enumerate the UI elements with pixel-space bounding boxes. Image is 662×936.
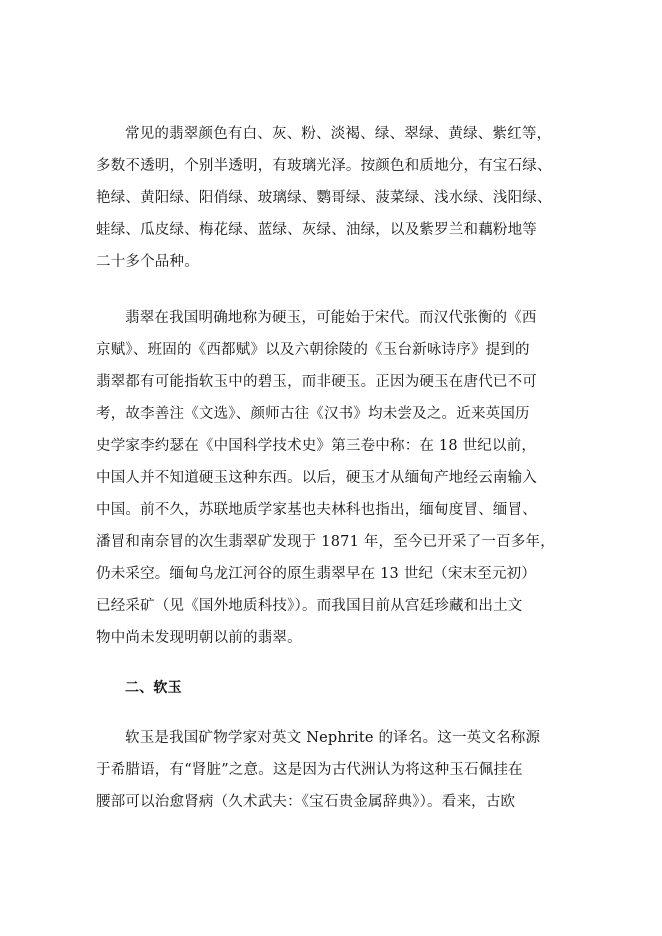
text-line: 多数不透明，个别半透明，有玻璃光泽。按颜色和质地分，有宝石绿、 [96,158,552,174]
document-body [96,118,572,818]
section-heading: 二、软玉 [125,680,182,696]
text-line: 于希腊语，有“肾脏”之意。这是因为古代洲认为将这种玉石佩挂在 [96,762,523,778]
text-line: 史学家李约瑟在《中国科学技术史》第三卷中称：在 18 世纪以前， [96,438,537,454]
text-line: 蛙绿、瓜皮绿、梅花绿、蓝绿、灰绿、油绿，以及紫罗兰和藕粉地等 [96,222,537,238]
text-line: 艳绿、黄阳绿、阳俏绿、玻璃绿、鹦哥绿、菠菜绿、浅水绿、浅阳绿、 [96,190,552,206]
text-line: 翡翠在我国明确地称为硬玉，可能始于宋代。而汉代张衡的《西 [125,310,537,326]
text-line: 物中尚未发现明朝以前的翡翠。 [96,630,302,646]
paragraph-history [96,302,572,654]
text-line: 考，故李善注《文选》、颜师古往《汉书》均未尝及之。近来英国历 [96,406,530,422]
text-line: 常见的翡翠颜色有白、灰、粉、淡褐、绿、翠绿、黄绿、紫红等， [125,126,552,142]
text-line: 京赋》、班固的《西都赋》以及六朝徐陵的《玉台新咏诗序》提到的 [96,342,530,358]
text-line: 软玉是我国矿物学家对英文 Nephrite 的译名。这一英文名称源 [125,730,541,746]
text-line: 潘冒和南奈冒的次生翡翠矿发现于 1871 年，至今已开采了一百多年， [96,534,555,550]
paragraph-gap [96,704,572,722]
text-line: 中国人并不知道硬玉这种东西。以后，硬玉才从缅甸产地经云南输入 [96,470,537,486]
text-line: 腰部可以治愈肾病（久术武夫：《宝石贵金属辞典》）。看来，古欧 [96,794,516,810]
paragraph-gap [96,278,572,302]
text-line: 翡翠都有可能指软玉中的碧玉，而非硬玉。正因为硬玉在唐代已不可 [96,374,537,390]
text-line: 仍未采空。缅甸乌龙江河谷的原生翡翠早在 13 世纪（宋末至元初） [96,566,537,582]
text-line: 已经采矿（见《国外地质科技》）。而我国目前从宫廷珍藏和出土文 [96,598,523,614]
paragraph-colors [96,118,572,278]
text-line: 二十多个品种。 [96,254,199,270]
text-line: 中国。前不久，苏联地质学家基也夫林科也指出，缅甸度冒、缅冒、 [96,502,537,518]
paragraph-gap [96,654,572,672]
paragraph-nephrite [96,722,572,818]
